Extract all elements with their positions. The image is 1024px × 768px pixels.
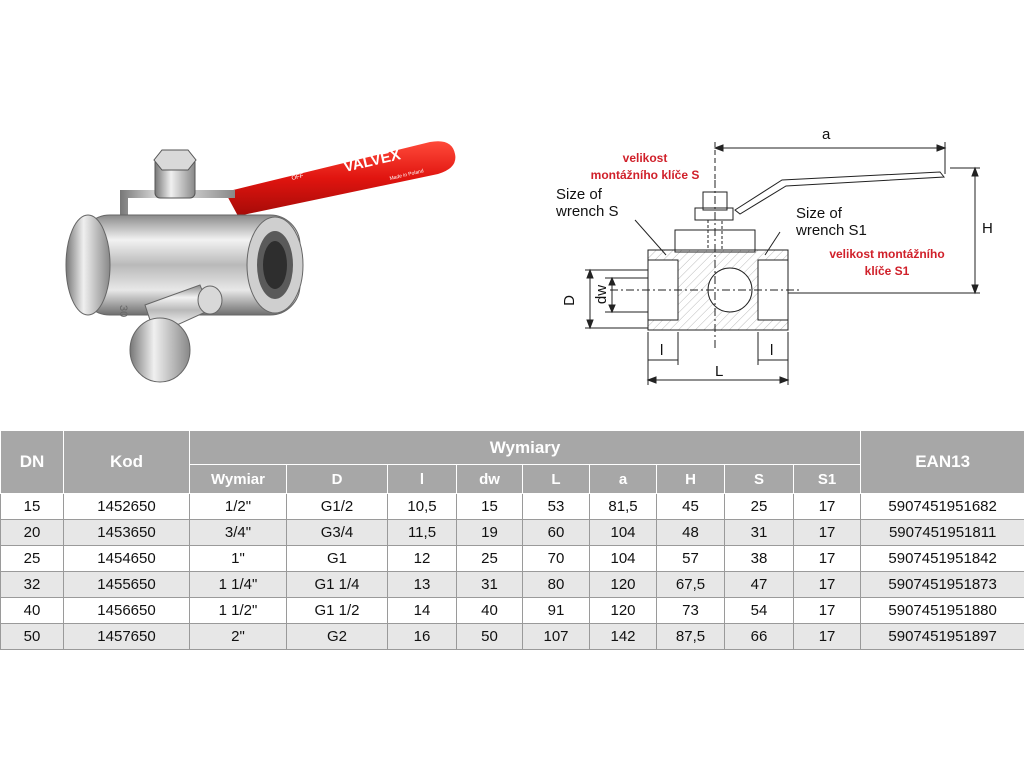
- handle-made-in-text: Made in Poland: [389, 168, 425, 182]
- handle-brand-text: VALVEX: [342, 146, 403, 176]
- spec-table: [0, 430, 1024, 650]
- cell-dw: 50: [457, 624, 523, 650]
- wrench-s1-line2: wrench S1: [796, 222, 867, 239]
- cell-s: 31: [725, 520, 794, 546]
- cell-dw: 15: [457, 494, 523, 520]
- cell-dn: 25: [1, 546, 64, 572]
- table-row: [1, 572, 1024, 598]
- cell-l-small: 10,5: [388, 494, 457, 520]
- wrench-s-line1: Size of: [556, 186, 602, 203]
- cell-s1: 17: [794, 520, 861, 546]
- cell-a: 120: [590, 598, 657, 624]
- cell-l-small: 11,5: [388, 520, 457, 546]
- cell-s1: 17: [794, 598, 861, 624]
- cell-h: 48: [657, 520, 725, 546]
- table-row: [1, 598, 1024, 624]
- header-dw: dw: [457, 465, 523, 494]
- cell-l-small: 14: [388, 598, 457, 624]
- cell-kod: 1454650: [64, 546, 190, 572]
- cell-s1: 17: [794, 546, 861, 572]
- cell-kod: 1453650: [64, 520, 190, 546]
- cell-wymiar: 2": [190, 624, 287, 650]
- cell-d: G1/2: [287, 494, 388, 520]
- wrench-s-czech-line2: montážního klíče S: [590, 168, 700, 182]
- cell-kod: 1457650: [64, 624, 190, 650]
- cell-ean: 5907451951897: [861, 624, 1024, 650]
- dim-label-l-right: l: [770, 342, 774, 359]
- cell-dn: 40: [1, 598, 64, 624]
- header-wymiary: Wymiary: [190, 431, 861, 465]
- cell-ean: 5907451951811: [861, 520, 1024, 546]
- cell-s: 38: [725, 546, 794, 572]
- cell-d: G1: [287, 546, 388, 572]
- wrench-s1-czech-label: [812, 246, 962, 280]
- dim-label-a: a: [822, 126, 831, 143]
- cell-d: G1 1/2: [287, 598, 388, 624]
- wrench-s1-czech-line1: velikost montážního: [829, 247, 945, 261]
- wrench-s1-label: [796, 205, 867, 239]
- cell-dn: 20: [1, 520, 64, 546]
- cell-d: G1 1/4: [287, 572, 388, 598]
- cell-s: 54: [725, 598, 794, 624]
- cell-s: 66: [725, 624, 794, 650]
- cell-l-big: 80: [523, 572, 590, 598]
- cell-a: 104: [590, 520, 657, 546]
- table-row: [1, 520, 1024, 546]
- cell-dn: 32: [1, 572, 64, 598]
- cell-l-big: 53: [523, 494, 590, 520]
- cell-kod: 1455650: [64, 572, 190, 598]
- cell-s: 25: [725, 494, 794, 520]
- wrench-s-czech-label: [570, 150, 720, 184]
- dim-label-l-left: l: [660, 342, 664, 359]
- cell-s: 47: [725, 572, 794, 598]
- table-row: [1, 624, 1024, 650]
- header-dn: DN: [1, 431, 64, 494]
- cell-ean: 5907451951842: [861, 546, 1024, 572]
- cell-h: 67,5: [657, 572, 725, 598]
- dim-label-H: H: [982, 220, 993, 237]
- cell-dw: 25: [457, 546, 523, 572]
- wrench-s-label: [556, 186, 619, 220]
- table-row: [1, 494, 1024, 520]
- dim-label-L: L: [715, 363, 724, 380]
- cell-a: 104: [590, 546, 657, 572]
- cell-dw: 31: [457, 572, 523, 598]
- header-ean13: EAN13: [861, 431, 1024, 494]
- wrench-s1-line1: Size of: [796, 205, 842, 222]
- cell-h: 45: [657, 494, 725, 520]
- cell-h: 57: [657, 546, 725, 572]
- body-mark-text: 30: [117, 305, 129, 318]
- cell-wymiar: 3/4": [190, 520, 287, 546]
- cell-d: G3/4: [287, 520, 388, 546]
- cell-dw: 40: [457, 598, 523, 624]
- cell-ean: 5907451951880: [861, 598, 1024, 624]
- cell-h: 73: [657, 598, 725, 624]
- dim-label-dw: dw: [593, 284, 611, 305]
- cell-kod: 1452650: [64, 494, 190, 520]
- cell-dn: 50: [1, 624, 64, 650]
- cell-wymiar: 1": [190, 546, 287, 572]
- header-s1: S1: [794, 465, 861, 494]
- cell-dw: 19: [457, 520, 523, 546]
- header-d: D: [287, 465, 388, 494]
- wrench-s-czech-line1: velikost: [622, 151, 668, 165]
- cell-wymiar: 1 1/2": [190, 598, 287, 624]
- header-s: S: [725, 465, 794, 494]
- cell-ean: 5907451951873: [861, 572, 1024, 598]
- cell-l-small: 12: [388, 546, 457, 572]
- cell-l-big: 70: [523, 546, 590, 572]
- cell-l-big: 107: [523, 624, 590, 650]
- wrench-s-line2: wrench S: [556, 203, 619, 220]
- cell-d: G2: [287, 624, 388, 650]
- header-kod: Kod: [64, 431, 190, 494]
- cell-kod: 1456650: [64, 598, 190, 624]
- valve-product-image: [60, 120, 500, 390]
- cell-l-big: 60: [523, 520, 590, 546]
- header-wymiar: Wymiar: [190, 465, 287, 494]
- cell-a: 81,5: [590, 494, 657, 520]
- handle-off-text: OFF: [291, 173, 305, 182]
- cell-s1: 17: [794, 494, 861, 520]
- table-row: [1, 546, 1024, 572]
- cell-s1: 17: [794, 572, 861, 598]
- cell-s1: 17: [794, 624, 861, 650]
- cell-l-small: 13: [388, 572, 457, 598]
- cell-ean: 5907451951682: [861, 494, 1024, 520]
- cell-wymiar: 1 1/4": [190, 572, 287, 598]
- cell-a: 142: [590, 624, 657, 650]
- cell-h: 87,5: [657, 624, 725, 650]
- cell-l-small: 16: [388, 624, 457, 650]
- header-l-big: L: [523, 465, 590, 494]
- dim-label-D: D: [560, 295, 578, 306]
- header-l-small: l: [388, 465, 457, 494]
- wrench-s1-czech-line2: klíče S1: [864, 264, 910, 278]
- header-h: H: [657, 465, 725, 494]
- technical-drawing: [540, 120, 1020, 390]
- header-a: a: [590, 465, 657, 494]
- cell-wymiar: 1/2": [190, 494, 287, 520]
- cell-dn: 15: [1, 494, 64, 520]
- handle-on-text: ON: [291, 160, 302, 168]
- cell-l-big: 91: [523, 598, 590, 624]
- cell-a: 120: [590, 572, 657, 598]
